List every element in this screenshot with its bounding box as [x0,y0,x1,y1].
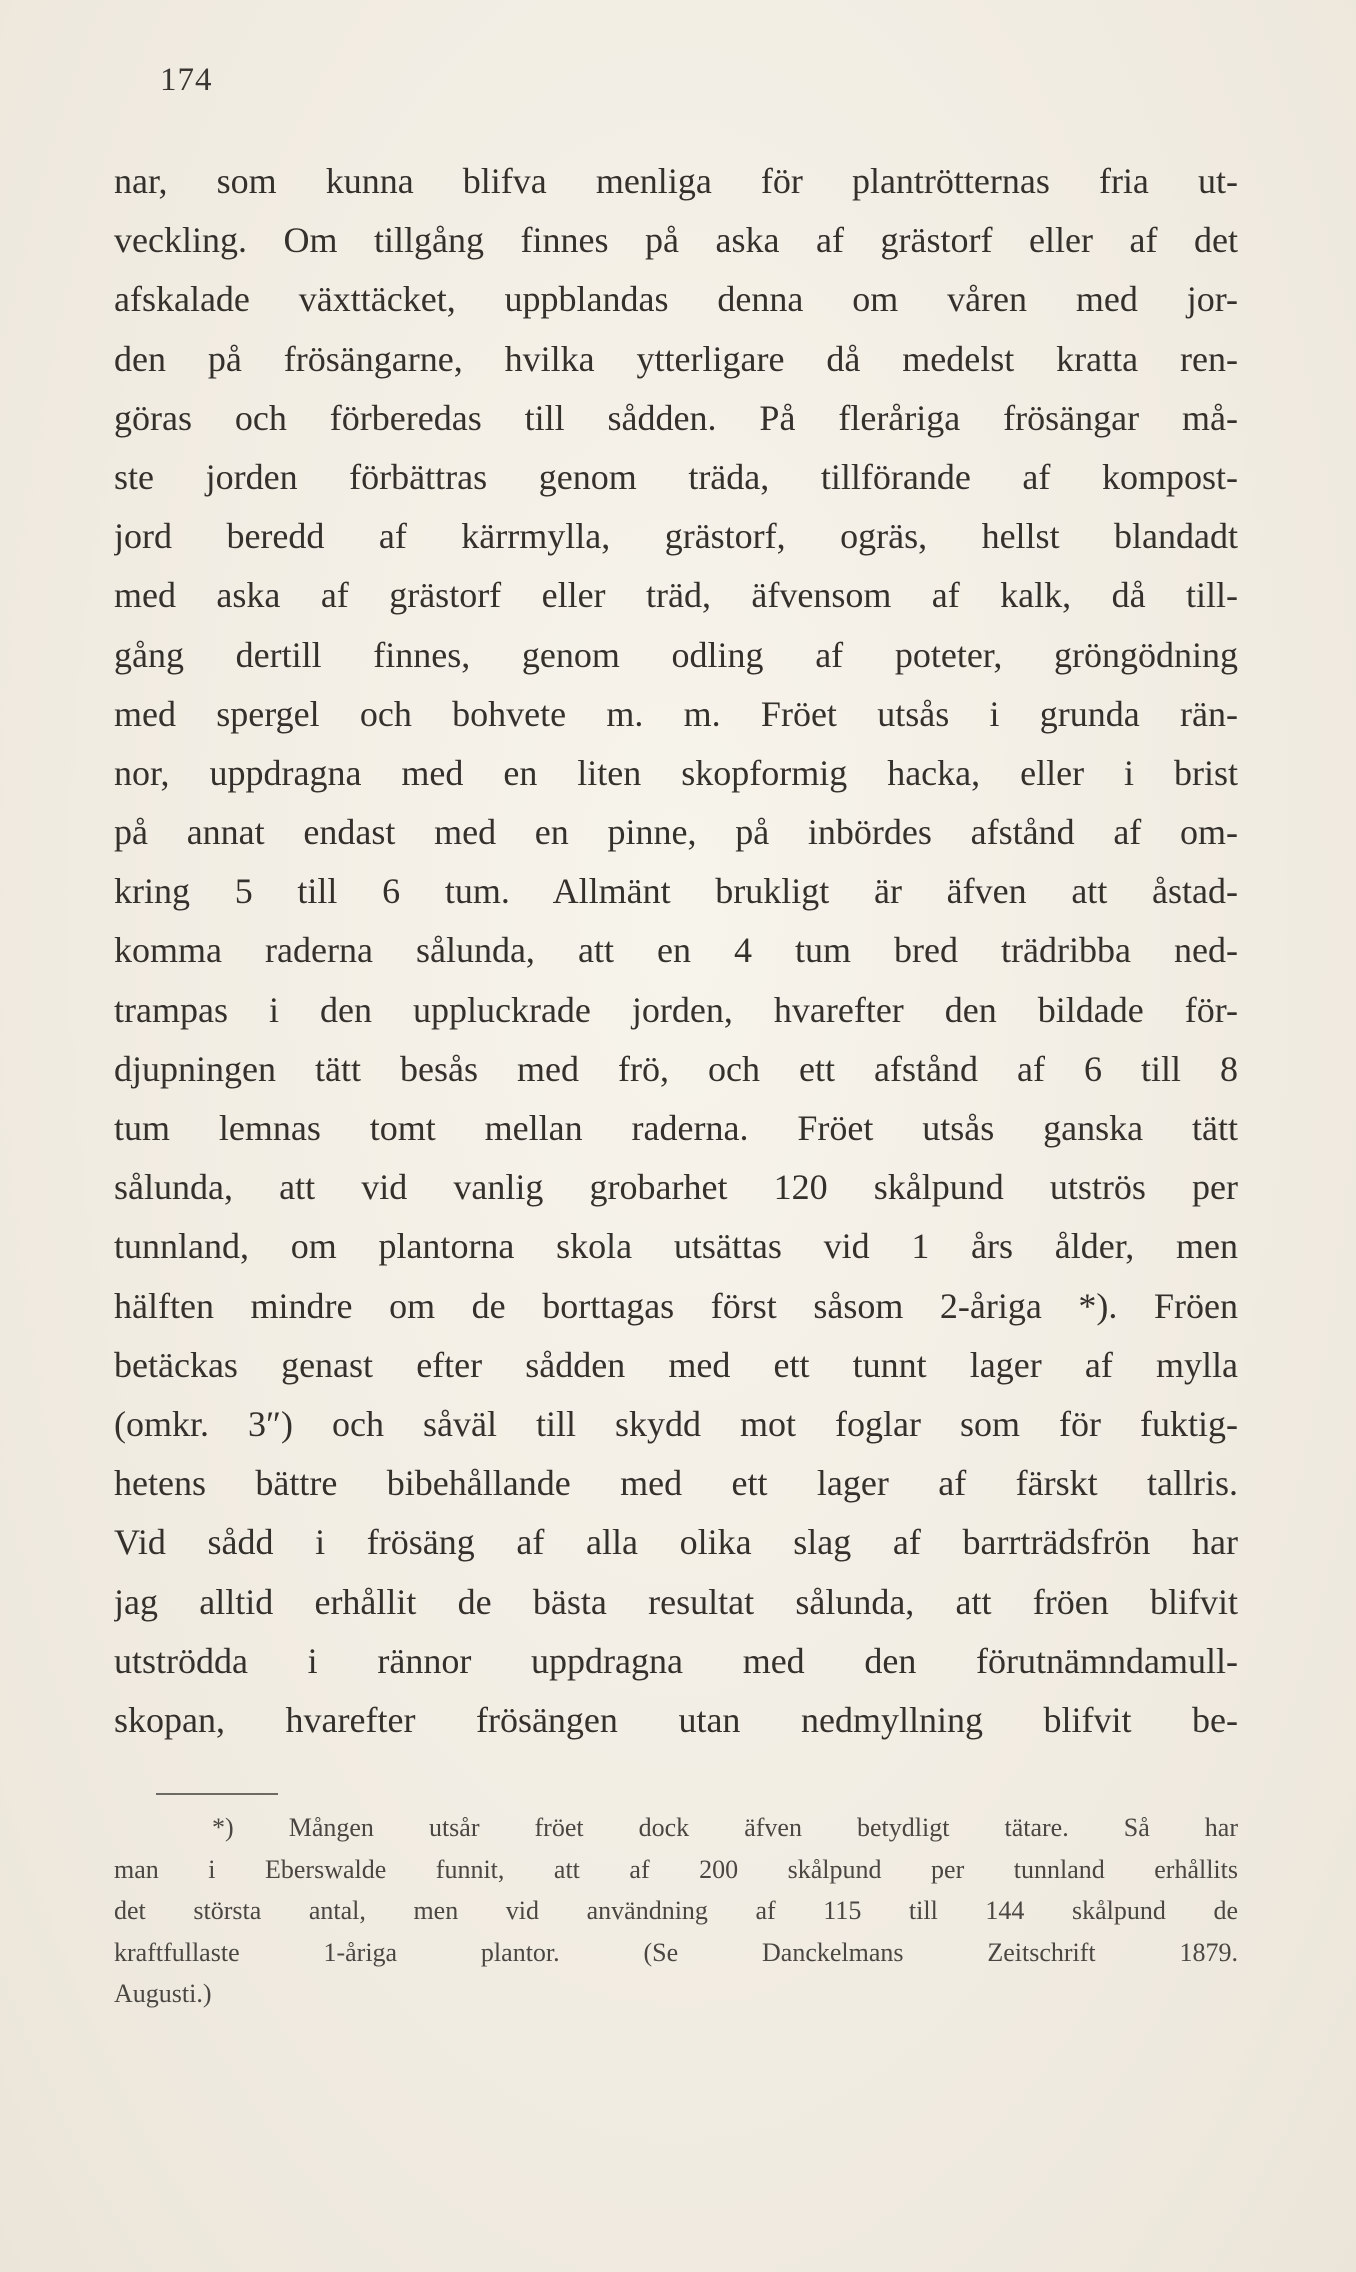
text-line: komma raderna sålunda, att en 4 tum bred trädribba ned- [114,930,1238,971]
text-line: kring 5 till 6 tum. Allmänt brukligt är äfven att åstad- [114,871,1238,912]
footnote [114,1807,1238,2015]
text-line: Vid sådd i frösäng af alla olika slag af barrträdsfrön har [114,1522,1238,1563]
text-line: skopan, hvarefter frösängen utan nedmyllning blifvit be- [114,1699,1238,1740]
text-line: afskalade växttäcket, uppblandas denna om våren med jor- [114,279,1238,320]
text-line: nar, som kunna blifva menliga för plantrötternas fria ut- [114,161,1238,201]
footnote-line: *) Mången utsår fröet dock äfven betydligt tätare. Så har [212,1813,1238,1842]
text-line: (omkr. 3″) och såväl till skydd mot foglar som för fuktig- [114,1403,1238,1444]
text-line: gång dertill finnes, genom odling af poteter, gröngödning [114,634,1238,675]
text-line: ste jorden förbättras genom träda, tillförande af kompost- [114,456,1238,497]
footnote-line: det största antal, men vid användning af 115 till 144 skålpund de [114,1896,1238,1925]
text-line: jord beredd af kärrmylla, grästorf, ogräs, hellst blandadt [114,516,1238,557]
text-line: trampas i den uppluckrade jorden, hvarefter den bildade för- [114,989,1238,1030]
text-line: på annat endast med en pinne, på inbördes afstånd af om- [114,812,1238,853]
text-line: utströdda i rännor uppdragna med den förutnämndamull- [114,1640,1238,1681]
text-line: göras och förberedas till sådden. På fleråriga frösängar må- [114,397,1238,438]
text-line: med aska af grästorf eller träd, äfvensom af kalk, då till- [114,575,1238,616]
text-line: den på frösängarne, hvilka ytterligare då medelst kratta ren- [114,338,1238,379]
text-line: nor, uppdragna med en liten skopformig hacka, eller i brist [114,752,1238,793]
text-line: djupningen tätt besås med frö, och ett afstånd af 6 till 8 [114,1048,1238,1089]
text-line: hälften mindre om de borttagas först såsom 2-åriga *). Fröen [114,1285,1238,1326]
text-line: med spergel och bohvete m. m. Fröet utsås i grunda rän- [114,693,1238,734]
footnote-line: Augusti.) [114,1979,212,2008]
page-number: 174 [160,62,213,98]
footnote-line: kraftfullaste 1-åriga plantor. (Se Danckelmans Zeitschrift 1879. [114,1937,1238,1967]
text-line: veckling. Om tillgång finnes på aska af grästorf eller af det [114,220,1238,261]
footnote-divider [156,1793,278,1795]
text-line: hetens bättre bibehållande med ett lager af färskt tallris. [114,1463,1238,1504]
text-line: tunnland, om plantorna skola utsättas vid 1 års ålder, men [114,1226,1238,1267]
text-line: sålunda, att vid vanlig grobarhet 120 skålpund utströs per [114,1167,1238,1208]
footnote-line: man i Eberswalde funnit, att af 200 skålpund per tunnland erhållits [114,1854,1238,1884]
text-line: tum lemnas tomt mellan raderna. Fröet utsås ganska tätt [114,1108,1238,1148]
text-line: betäckas genast efter sådden med ett tunnt lager af mylla [114,1344,1238,1385]
text-line: jag alltid erhållit de bästa resultat sålunda, att fröen blifvit [114,1581,1238,1622]
body-text [114,152,1238,1750]
